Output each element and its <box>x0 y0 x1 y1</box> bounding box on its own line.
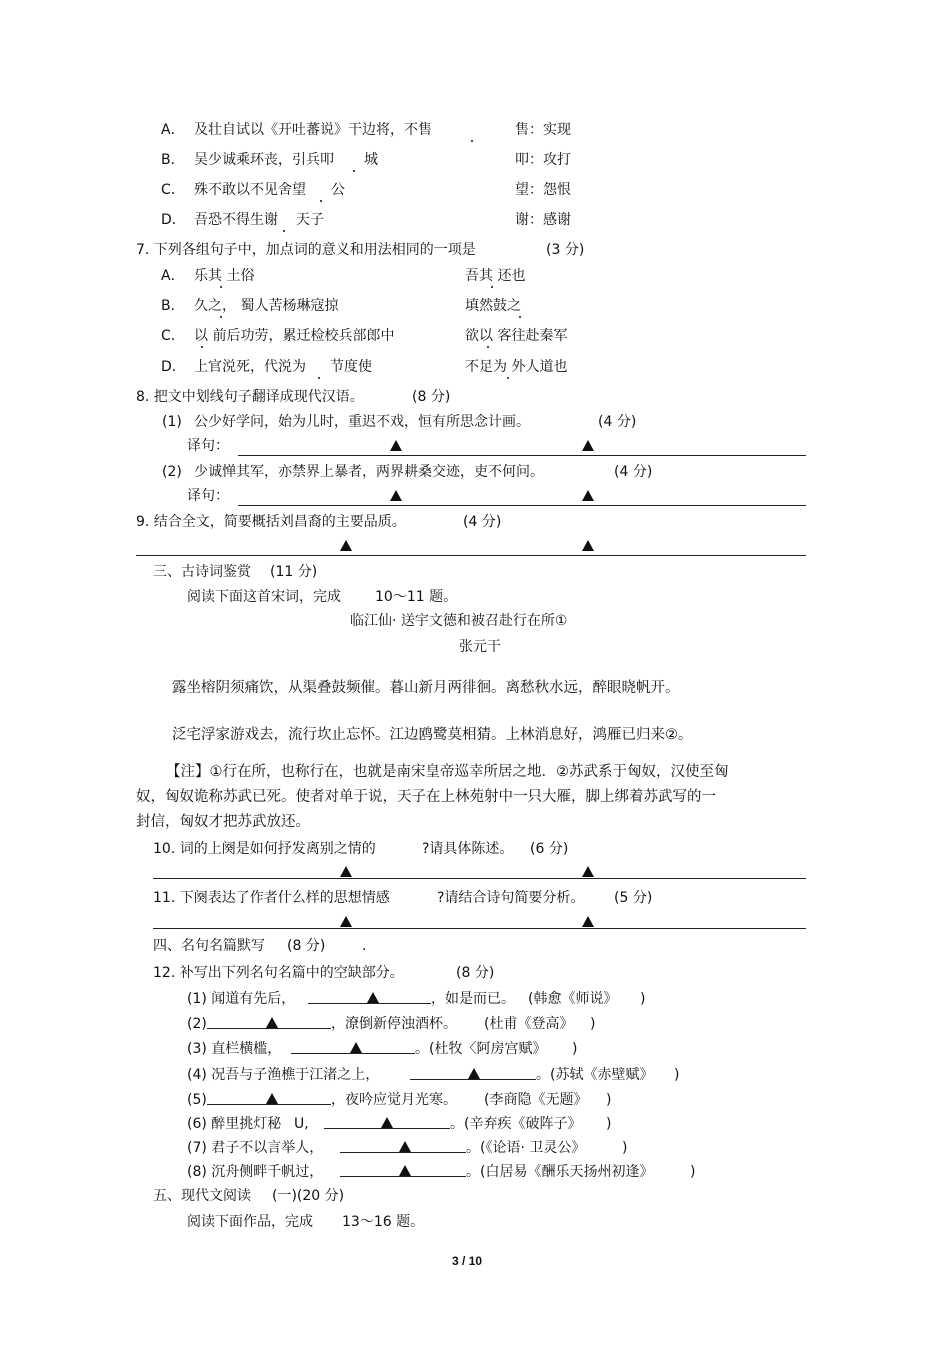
q8-item-text: 公少好学问，始为儿时，重迟不戏，恒有所思念计画。 <box>194 414 530 430</box>
section3-points: (11 分) <box>270 564 318 580</box>
q8-item-text: 少诚惮其军，亦禁界上暴者，两界耕桑交迹，吏不何问。 <box>194 464 544 480</box>
answer-marker <box>582 916 594 927</box>
answer-marker <box>390 490 402 501</box>
answer-marker <box>266 1093 278 1104</box>
option-left: 上官涚死，代涚为 <box>194 359 306 375</box>
option-text-tail: 天子 <box>296 212 324 228</box>
fill-suffix: 。(《论语· 卫灵公》 <box>466 1140 586 1156</box>
section4-heading: 四、名句名篇默写 <box>153 938 265 954</box>
option-left: 久之， 蜀人苦杨琳寇掠 <box>194 298 339 314</box>
fill-suffix: ，如是而已。 <box>431 991 515 1007</box>
fill-suffix: 。(白居易《酬乐天扬州初逢》 <box>466 1164 654 1180</box>
q7-stem: 7. 下列各组句子中，加点词的意义和用法相同的一项是 <box>136 242 476 258</box>
answer-marker <box>582 866 594 877</box>
fill-prefix: (1) 闻道有先后， <box>187 991 296 1007</box>
blank-line[interactable] <box>207 1104 331 1105</box>
emphasis-dot <box>320 200 322 202</box>
fill-source: (韩愈《师说》 <box>528 991 618 1007</box>
option-text: 吾恐不得生谢 <box>194 212 278 228</box>
q7-points: (3 分) <box>546 242 585 258</box>
section4-points: (8 分) <box>287 938 326 954</box>
option-letter: C． <box>161 328 185 344</box>
poem-title: 临江仙· 送宇文德和被召赴行在所① <box>350 613 568 629</box>
fill-prefix: (4) 况吾与子渔樵于江渚之上， <box>187 1067 380 1083</box>
emphasis-dot <box>491 286 493 288</box>
section4-dot: . <box>362 938 367 954</box>
emphasis-dot <box>220 286 222 288</box>
q11-points: (5 分) <box>614 890 653 906</box>
blank-line[interactable] <box>308 1003 431 1004</box>
q8-item-points: (4 分) <box>598 414 637 430</box>
answer-line[interactable] <box>238 505 806 506</box>
answer-line[interactable] <box>238 455 806 456</box>
emphasis-dot <box>487 346 489 348</box>
section5-heading: 五、现代文阅读 <box>153 1188 251 1204</box>
fill-close: ) <box>690 1164 696 1180</box>
q8-points: (8 分) <box>412 389 451 405</box>
page-number <box>452 1255 482 1267</box>
fill-suffix: ，夜吟应觉月光寒。 <box>331 1092 457 1108</box>
option-letter: D． <box>161 359 186 375</box>
page-current: 3 <box>452 1254 459 1268</box>
poem-stanza-1: 露坐榕阴须痛饮，从渠叠鼓频催。暮山新月两徘徊。离愁秋水远，醉眼晓帆开。 <box>172 680 680 696</box>
answer-marker <box>390 440 402 451</box>
option-letter: C． <box>161 182 185 198</box>
answer-marker <box>381 1117 393 1128</box>
answer-marker <box>340 916 352 927</box>
fill-suffix: 。(杜牧〈阿房宫赋》 <box>415 1041 547 1057</box>
q11-stem-tail: ?请结合诗句简要分析。 <box>437 890 585 906</box>
q8-item-num: (2) <box>162 464 182 480</box>
fill-suffix: ，潦倒新停浊酒杯。 <box>331 1016 457 1032</box>
emphasis-dot <box>471 140 473 142</box>
fill-prefix: (8) 沉舟侧畔千帆过， <box>187 1164 324 1180</box>
option-letter: A． <box>161 122 185 138</box>
fill-close: ) <box>606 1092 612 1108</box>
page-total: 10 <box>468 1254 483 1268</box>
answer-label: 译句： <box>187 488 229 504</box>
option-text: 吴少诚乘环丧，引兵叩 <box>194 152 334 168</box>
option-right: 不足为 外人道也 <box>465 359 568 375</box>
section5-intro: 阅读下面作品，完成 <box>187 1214 313 1230</box>
fill-prefix: (2) <box>187 1016 207 1032</box>
option-text-tail: 城 <box>364 152 378 168</box>
option-left-tail: 节度使 <box>330 359 372 375</box>
fill-close: ) <box>572 1041 578 1057</box>
q8-stem: 8. 把文中划线句子翻译成现代汉语。 <box>136 389 364 405</box>
fill-prefix: (6) 醉里挑灯秘 <box>187 1116 282 1132</box>
answer-line[interactable] <box>153 878 806 879</box>
answer-marker <box>582 540 594 551</box>
q10-points: (6 分) <box>530 841 569 857</box>
emphasis-dot <box>519 316 521 318</box>
page-separator: / <box>458 1254 469 1268</box>
option-text-tail: 公 <box>331 182 345 198</box>
answer-marker <box>582 490 594 501</box>
poem-stanza-2: 泛宅浮家游戏去，流行坎止忘怀。江边鸥鹭莫相猜。上林消息好，鸿雁已归来②。 <box>172 727 693 743</box>
fill-suffix: 。(苏轼《赤壁赋》 <box>536 1067 654 1083</box>
option-gloss: 售：实现 <box>515 122 571 138</box>
answer-line[interactable] <box>136 555 806 556</box>
emphasis-dot <box>201 346 203 348</box>
option-gloss: 谢：感谢 <box>515 212 571 228</box>
answer-marker <box>399 1165 411 1176</box>
emphasis-dot <box>353 170 355 172</box>
fill-close: ) <box>606 1116 612 1132</box>
fill-close: ) <box>622 1140 628 1156</box>
blank-line[interactable] <box>410 1079 536 1080</box>
option-right: 吾其 还也 <box>465 268 526 284</box>
q10-stem-tail: ?请具体陈述。 <box>422 841 514 857</box>
answer-marker <box>340 540 352 551</box>
option-right: 欲以 客往赴秦军 <box>465 328 568 344</box>
q8-item-num: (1) <box>162 414 182 430</box>
option-letter: B． <box>161 152 185 168</box>
option-text: 及壮自试以《开吐蕃说》干边将，不售 <box>194 122 432 138</box>
blank-line[interactable] <box>324 1128 450 1129</box>
option-gloss: 望：怨恨 <box>515 182 571 198</box>
option-left: 以 前后功劳，累迁检校兵部郎中 <box>194 328 395 344</box>
option-letter: D． <box>161 212 186 228</box>
blank-line[interactable] <box>340 1176 466 1177</box>
fill-prefix: (3) 直栏横槛， <box>187 1041 282 1057</box>
answer-line[interactable] <box>153 928 806 929</box>
section3-intro-range: 10～11 题。 <box>375 589 458 605</box>
emphasis-dot <box>220 316 222 318</box>
q12-stem: 12. 补写出下列名句名篇中的空缺部分。 <box>153 965 404 981</box>
answer-marker <box>340 866 352 877</box>
fill-suffix: 。(辛弃疾《破阵子》 <box>450 1116 582 1132</box>
q12-points: (8 分) <box>456 965 495 981</box>
fill-prefix: (7) 君子不以言举人， <box>187 1140 324 1156</box>
option-letter: B． <box>161 298 185 314</box>
answer-label: 译句： <box>187 438 229 454</box>
option-left: 乐其 土俗 <box>194 268 255 284</box>
option-letter: A． <box>161 268 185 284</box>
emphasis-dot <box>507 377 509 379</box>
option-text: 殊不敢以不见舍望 <box>194 182 306 198</box>
fill-prefix-tail: U, <box>294 1116 309 1132</box>
answer-marker <box>582 440 594 451</box>
fill-close: ) <box>640 991 646 1007</box>
section5-sub: (一)(20 分) <box>272 1188 345 1204</box>
fill-close: ) <box>674 1067 680 1083</box>
answer-marker <box>468 1068 480 1079</box>
emphasis-dot <box>318 377 320 379</box>
poem-note-line-3: 封信，匈奴才把苏武放还。 <box>136 814 310 830</box>
blank-line[interactable] <box>291 1053 415 1054</box>
q8-item-points: (4 分) <box>614 464 653 480</box>
q10-stem: 10. 词的上阕是如何抒发离别之情的 <box>153 841 376 857</box>
answer-marker <box>367 992 379 1003</box>
answer-marker <box>399 1141 411 1152</box>
fill-source: (杜甫《登高》 <box>484 1016 574 1032</box>
section3-heading: 三、古诗词鉴赏 <box>153 564 251 580</box>
q11-stem: 11. 下阕表达了作者什么样的思想情感 <box>153 890 390 906</box>
fill-prefix: (5) <box>187 1092 207 1108</box>
fill-source: (李商隐《无题》 <box>484 1092 588 1108</box>
blank-line[interactable] <box>207 1028 331 1029</box>
q9-points: (4 分) <box>463 514 502 530</box>
poem-note-line-2: 奴，匈奴诡称苏武已死。使者对单于说，天子在上林苑射中一只大雁，脚上绑着苏武写的一 <box>136 789 716 805</box>
section5-intro-range: 13～16 题。 <box>342 1214 425 1230</box>
option-right: 填然鼓之 <box>465 298 521 314</box>
poem-note-line-1: 【注】①行在所，也称行在，也就是南宋皇帝巡幸所居之地．②苏武系于匈奴，汉使至匈 <box>166 764 729 780</box>
emphasis-dot <box>283 230 285 232</box>
poem-author: 张元干 <box>459 639 501 655</box>
blank-line[interactable] <box>340 1152 466 1153</box>
answer-marker <box>266 1017 278 1028</box>
answer-marker <box>350 1042 362 1053</box>
section3-intro: 阅读下面这首宋词，完成 <box>187 589 341 605</box>
option-gloss: 叩：攻打 <box>515 152 571 168</box>
q9-stem: 9. 结合全文，简要概括刘昌裔的主要品质。 <box>136 514 406 530</box>
fill-close: ) <box>590 1016 596 1032</box>
